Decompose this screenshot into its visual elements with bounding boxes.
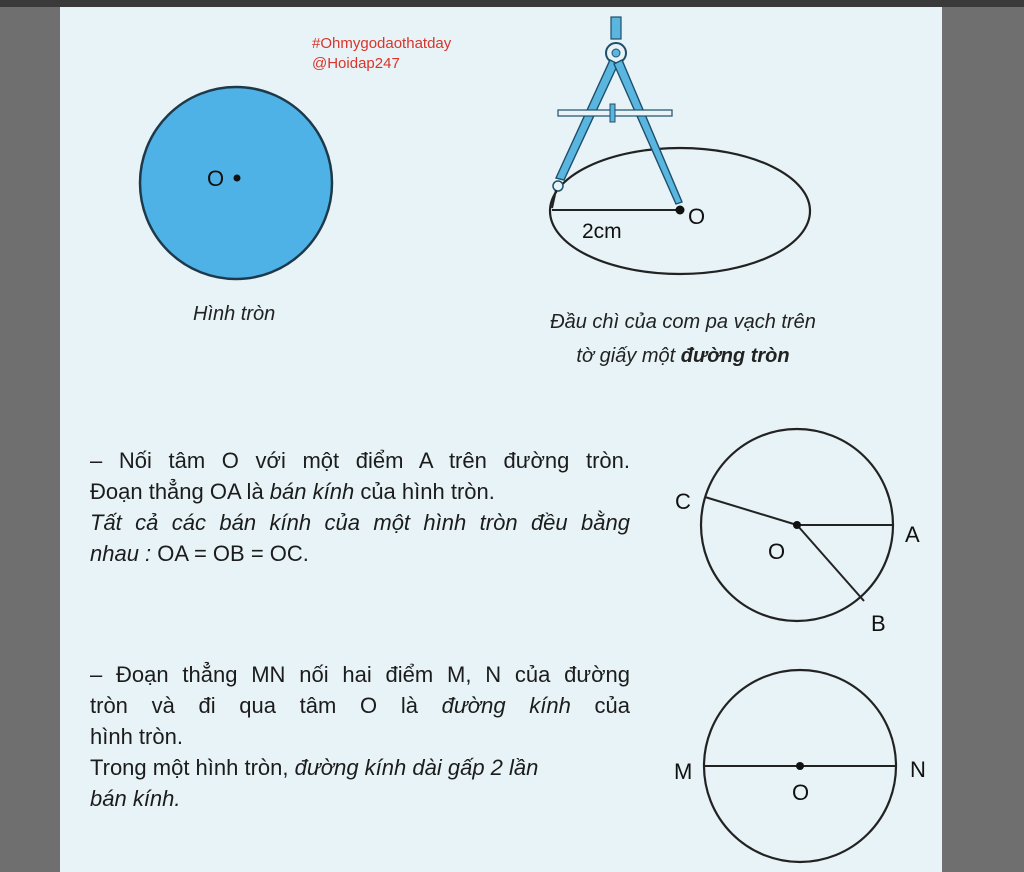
radius-line-4: nhau : OA = OB = OC. [90, 541, 309, 566]
disc-caption: Hình tròn [193, 303, 276, 325]
diameter-figure [660, 662, 940, 872]
circle-term: đường tròn [680, 345, 790, 367]
radius-line-2: Đoạn thẳng OA là bán kính của hình tròn. [90, 479, 495, 504]
diameter-term: đường kính [441, 693, 571, 718]
radius-measure-label: 2cm [582, 220, 622, 243]
compass-caption-line2: tờ giấy một đường tròn [576, 345, 790, 367]
top-bar [0, 0, 1024, 7]
radius-line-1: – Nối tâm O với một điểm A trên đường tròn. [90, 448, 630, 473]
segment-OB [797, 525, 864, 601]
diameter-line-3: hình tròn. [90, 724, 183, 749]
compass-center-dot [676, 206, 685, 215]
diameter-line-2: tròn và đi qua tâm O là đường kính của [90, 693, 630, 718]
disc-center-dot [234, 175, 241, 182]
compass-caption-line1: Đầu chì của com pa vạch trên [550, 311, 816, 333]
segment-OC [705, 497, 797, 525]
compass-center-label: O [688, 204, 706, 229]
filled-disc-figure [130, 77, 340, 287]
diameter-paragraph [90, 659, 630, 814]
label-C: C [675, 489, 691, 514]
compass-icon [552, 17, 682, 208]
disc-shape [140, 87, 332, 279]
diameter-line-4: Trong một hình tròn, đường kính dài gấp 2 lần [90, 755, 539, 780]
disc-center-label: O [207, 166, 225, 191]
radius-paragraph [90, 445, 630, 569]
radius-figure [660, 425, 940, 645]
watermark [312, 34, 451, 74]
label-A: A [905, 522, 920, 547]
diameter-line-5: bán kính. [90, 786, 181, 811]
watermark-hashtag: #Ohmygodaothatday [312, 35, 452, 52]
label-O-diameter: O [792, 780, 810, 805]
radius-term: bán kính [269, 479, 355, 504]
label-O: O [768, 539, 786, 564]
compass-figure [540, 12, 830, 287]
compass-caption [518, 305, 848, 373]
diameter-line-1: – Đoạn thẳng MN nối hai điểm M, N của đường [90, 662, 630, 687]
label-N: N [910, 757, 926, 782]
radius-line-3: Tất cả các bán kính của một hình tròn đều bằng [90, 510, 630, 535]
label-M: M [674, 759, 693, 784]
label-B: B [871, 611, 886, 636]
radius-center-dot [793, 521, 801, 529]
watermark-handle: @Hoidap247 [312, 55, 400, 72]
diameter-center-dot [796, 762, 804, 770]
textbook-page [60, 7, 942, 872]
